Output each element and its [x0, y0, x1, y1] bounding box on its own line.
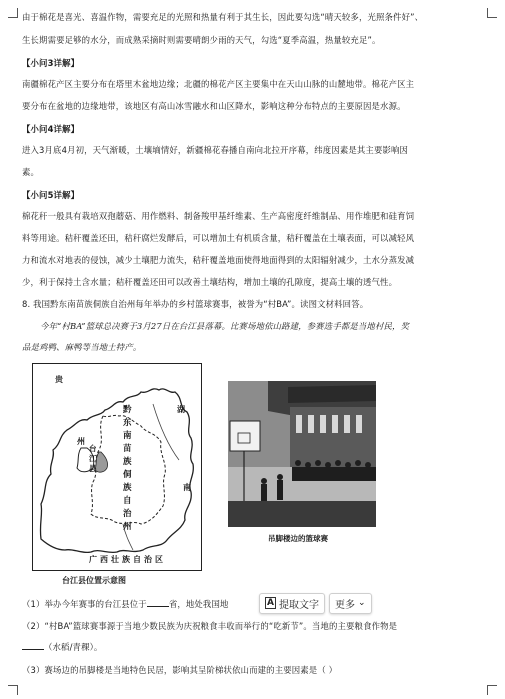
- sub-question-1: [22, 598, 272, 611]
- text-line: 要分布在盆地的边缘地带，该地区有高山冰雪融水和山区降水，影响这种分布特点的主要原因是水源。: [22, 101, 406, 111]
- material-text: 品是鸡鸭、麻鸭等当地土特产。: [22, 342, 142, 352]
- map-label-right-2: 南: [183, 483, 191, 492]
- corner-mark-bottom-right: [487, 685, 497, 695]
- extract-text-button[interactable]: [259, 593, 325, 614]
- text-line: 棉花秆一般具有栽培双孢蘑菇、用作燃料、制备羧甲基纤维素、生产高密度纤维制品、用作堆肥和硅育饲: [22, 211, 415, 221]
- answer-blank[interactable]: [147, 598, 169, 607]
- corner-mark-top-left: [8, 8, 18, 18]
- material-text: 今年“村BA”篮球总决赛于3月27日在台江县落幕。比赛场地依山路建，参赛选手都是当地村民，奖: [40, 321, 410, 331]
- sub-question-2: （2）“村BA”篮球赛事源于当地少数民族为庆祝粮食丰收而举行的“吃新节”。当地的主要粮食作物是: [22, 621, 398, 631]
- more-label: 更多: [334, 599, 355, 611]
- text-line: 素。: [22, 167, 40, 177]
- text-line: 由于棉花是喜光、喜温作物，需要充足的光照和热量有利于其生长，因此要勾选“晴天较多，光照条件好”、: [22, 12, 424, 22]
- text-line: 料等用途。秸秆覆盖还田，秸秆腐烂发酵后，可以增加土有机质含量，秸秆覆盖在土壤表面，可以减轻风: [22, 233, 415, 243]
- map-guangxi-label: 广西壮族自治区: [89, 555, 166, 564]
- map-label-right: 湖: [177, 405, 185, 414]
- photo-caption: 吊脚楼边的篮球赛: [268, 534, 328, 543]
- text-line: 进入3月底4月初，天气渐暖，土壤墒情好，新疆棉花春播自南向北拉开序幕，纬度因素是其主要影响因: [22, 145, 409, 155]
- extract-text-label: 提取文字: [278, 599, 319, 611]
- sub-question-1-text-a: （1）举办今年赛事的台江县位于: [22, 599, 147, 609]
- basketball-game-photo: [228, 381, 376, 527]
- corner-mark-top-right: [487, 8, 497, 18]
- map-label-left: 州: [77, 437, 85, 446]
- map-label-top: 贵: [55, 375, 63, 384]
- more-button[interactable]: [329, 593, 372, 614]
- corner-mark-bottom-left: [8, 685, 18, 695]
- text-line: 力和流水对地表的侵蚀，减少土壤肥力流失，秸秆覆盖地面使得地面得到的太阳辐射减少，土水分蒸发减: [22, 255, 415, 265]
- map-caption: 台江县位置示意图: [62, 576, 126, 585]
- location-map: [32, 363, 202, 571]
- map-county-label: 台江县: [89, 444, 97, 473]
- section-heading-q4: 【小问4详解】: [22, 124, 80, 134]
- map-outline-graphic: [33, 364, 201, 570]
- text-line: 生长期需要足够的水分，而成熟采摘时则需要晴朗少雨的天气，勾选“夏季高温，热量较充足”。: [22, 35, 381, 45]
- photo-graphic: [228, 381, 376, 527]
- chevron-down-icon: ⌄: [357, 598, 366, 608]
- sub-question-2-line-2: [22, 641, 484, 654]
- text-line: 少，利于保持土含水量；秸秆覆盖还田可以改善土壤结构，增加土壤的孔隙度，提高土壤的透气性。: [22, 277, 398, 287]
- floating-toolbar: [259, 593, 372, 613]
- section-heading-q5: 【小问5详解】: [22, 190, 80, 200]
- map-region-label: 黔东南苗族侗族自治州: [123, 405, 132, 532]
- sub-question-3: （3）赛场边的吊脚楼是当地特色民居，影响其呈阶梯状依山而建的主要因素是（ ）: [22, 665, 338, 675]
- answer-blank[interactable]: [22, 641, 44, 650]
- text-recognition-icon: A: [267, 598, 274, 608]
- sub-question-1-text-b: 省，地处我国地: [168, 599, 229, 609]
- section-heading-q3: 【小问3详解】: [22, 58, 80, 68]
- sub-question-2-options: （水稻/青稞）。: [44, 642, 103, 652]
- text-line: 南疆棉花产区主要分布在塔里木盆地边缘；北疆的棉花产区主要集中在天山山脉的山麓地带。棉花产区主: [22, 79, 415, 89]
- question-8-title: 8. 我国黔东南苗族侗族自治州每年举办的乡村篮球赛事，被誉为“村BA”。读图文材料回答。: [22, 299, 369, 309]
